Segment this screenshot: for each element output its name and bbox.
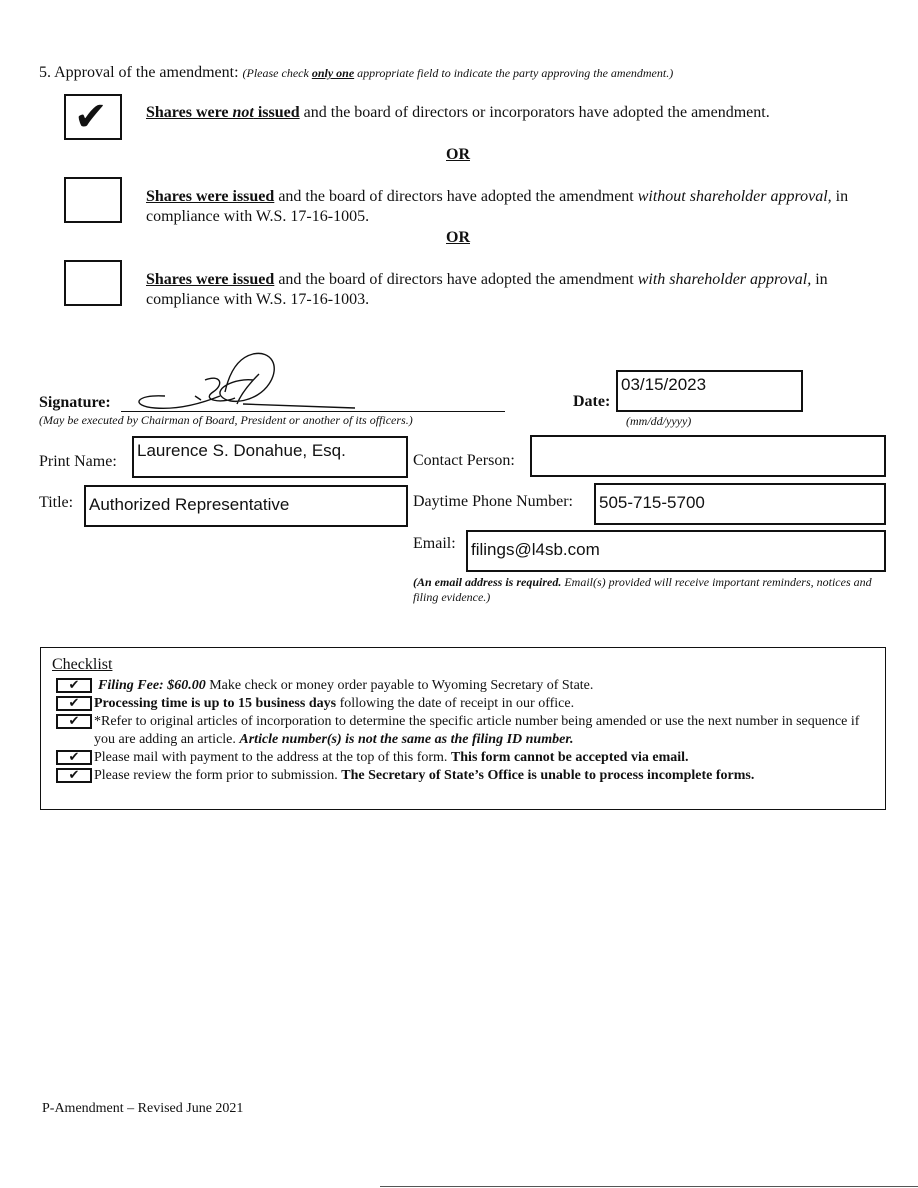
- title-value: Authorized Representative: [89, 495, 290, 514]
- signature-drawing: [125, 344, 425, 424]
- date-format-hint: (mm/dd/yyyy): [626, 414, 692, 428]
- footer-rule: [380, 1186, 918, 1187]
- email-value: filings@l4sb.com: [471, 540, 600, 559]
- section-5-title: 5. Approval of the amendment:: [39, 64, 239, 81]
- checklist-checkbox-3[interactable]: [56, 714, 92, 729]
- email-field[interactable]: [466, 530, 886, 572]
- option-1-text: Shares were not issued and the board of directors or incorporators have adopted the amendment.: [146, 104, 770, 121]
- print-name-field[interactable]: [132, 436, 408, 478]
- print-name-value: Laurence S. Donahue, Esq.: [137, 441, 346, 460]
- option-1-lead: Shares were not issued: [146, 104, 300, 121]
- date-label: Date:: [573, 393, 611, 410]
- print-name-label: Print Name:: [39, 453, 117, 470]
- checklist-item-2: Processing time is up to 15 business days following the date of receipt in our office.: [94, 696, 575, 711]
- checklist-title: Checklist: [52, 656, 113, 673]
- check-mark-icon: ✔: [68, 678, 80, 693]
- checklist-checkbox-4[interactable]: [56, 750, 92, 765]
- checklist-item-3: *Refer to original articles of incorporation to determine the specific article number being amended or use the next number in sequence if you are adding an article. Article number(s) is not the same as the filing ID number.: [94, 714, 860, 747]
- checklist-box: [40, 647, 886, 810]
- check-mark-icon: ✔: [74, 94, 108, 140]
- checklist-item-4: Please mail with payment to the address at the top of this form. This form cannot be accepted via email.: [94, 750, 689, 765]
- check-mark-icon: ✔: [68, 750, 80, 765]
- option-2-checkbox[interactable]: [64, 177, 122, 223]
- option-1-checkbox[interactable]: [64, 94, 122, 140]
- date-field[interactable]: [616, 370, 803, 412]
- option-3-text: Shares were issued and the board of directors have adopted the amendment with shareholder approval, in compliance with W.S. 17-16-1003.: [146, 271, 828, 308]
- signature-line: [121, 411, 505, 412]
- email-label: Email:: [413, 535, 456, 552]
- phone-value: 505-715-5700: [599, 493, 705, 512]
- option-2-text: Shares were issued and the board of directors have adopted the amendment without shareholder approval, in compliance with W.S. 17-16-1005.: [146, 188, 849, 225]
- phone-label: Daytime Phone Number:: [413, 493, 573, 510]
- date-value: 03/15/2023: [621, 375, 707, 394]
- checklist-checkbox-5[interactable]: [56, 768, 92, 783]
- section-5-note: (Please check only one appropriate field to indicate the party approving the amendment.): [242, 66, 674, 80]
- checklist-checkbox-1[interactable]: [56, 678, 92, 693]
- email-note: (An email address is required. Email(s) provided will receive important reminders, notices and filing evidence.): [413, 575, 872, 604]
- footer-revision: P-Amendment – Revised June 2021: [42, 1101, 244, 1116]
- contact-person-label: Contact Person:: [413, 452, 515, 469]
- checklist-item-1: Filing Fee: $60.00 Make check or money order payable to Wyoming Secretary of State.: [98, 678, 594, 693]
- signature-note: (May be executed by Chairman of Board, President or another of its officers.): [39, 413, 413, 427]
- section-5-heading: [39, 64, 673, 82]
- contact-person-field[interactable]: [530, 435, 886, 477]
- checklist-checkbox-2[interactable]: [56, 696, 92, 711]
- checklist-item-5: Please review the form prior to submission. The Secretary of State’s Office is unable to process incomplete forms.: [94, 768, 755, 783]
- check-mark-icon: ✔: [68, 768, 80, 783]
- title-label: Title:: [39, 494, 74, 511]
- check-mark-icon: ✔: [68, 696, 80, 711]
- check-mark-icon: ✔: [68, 714, 80, 729]
- phone-field[interactable]: [594, 483, 886, 525]
- option-3-checkbox[interactable]: [64, 260, 122, 306]
- signature-label: Signature:: [39, 394, 111, 411]
- title-field[interactable]: [84, 485, 408, 527]
- or-separator-2: OR: [446, 229, 470, 246]
- or-separator-1: OR: [446, 146, 470, 163]
